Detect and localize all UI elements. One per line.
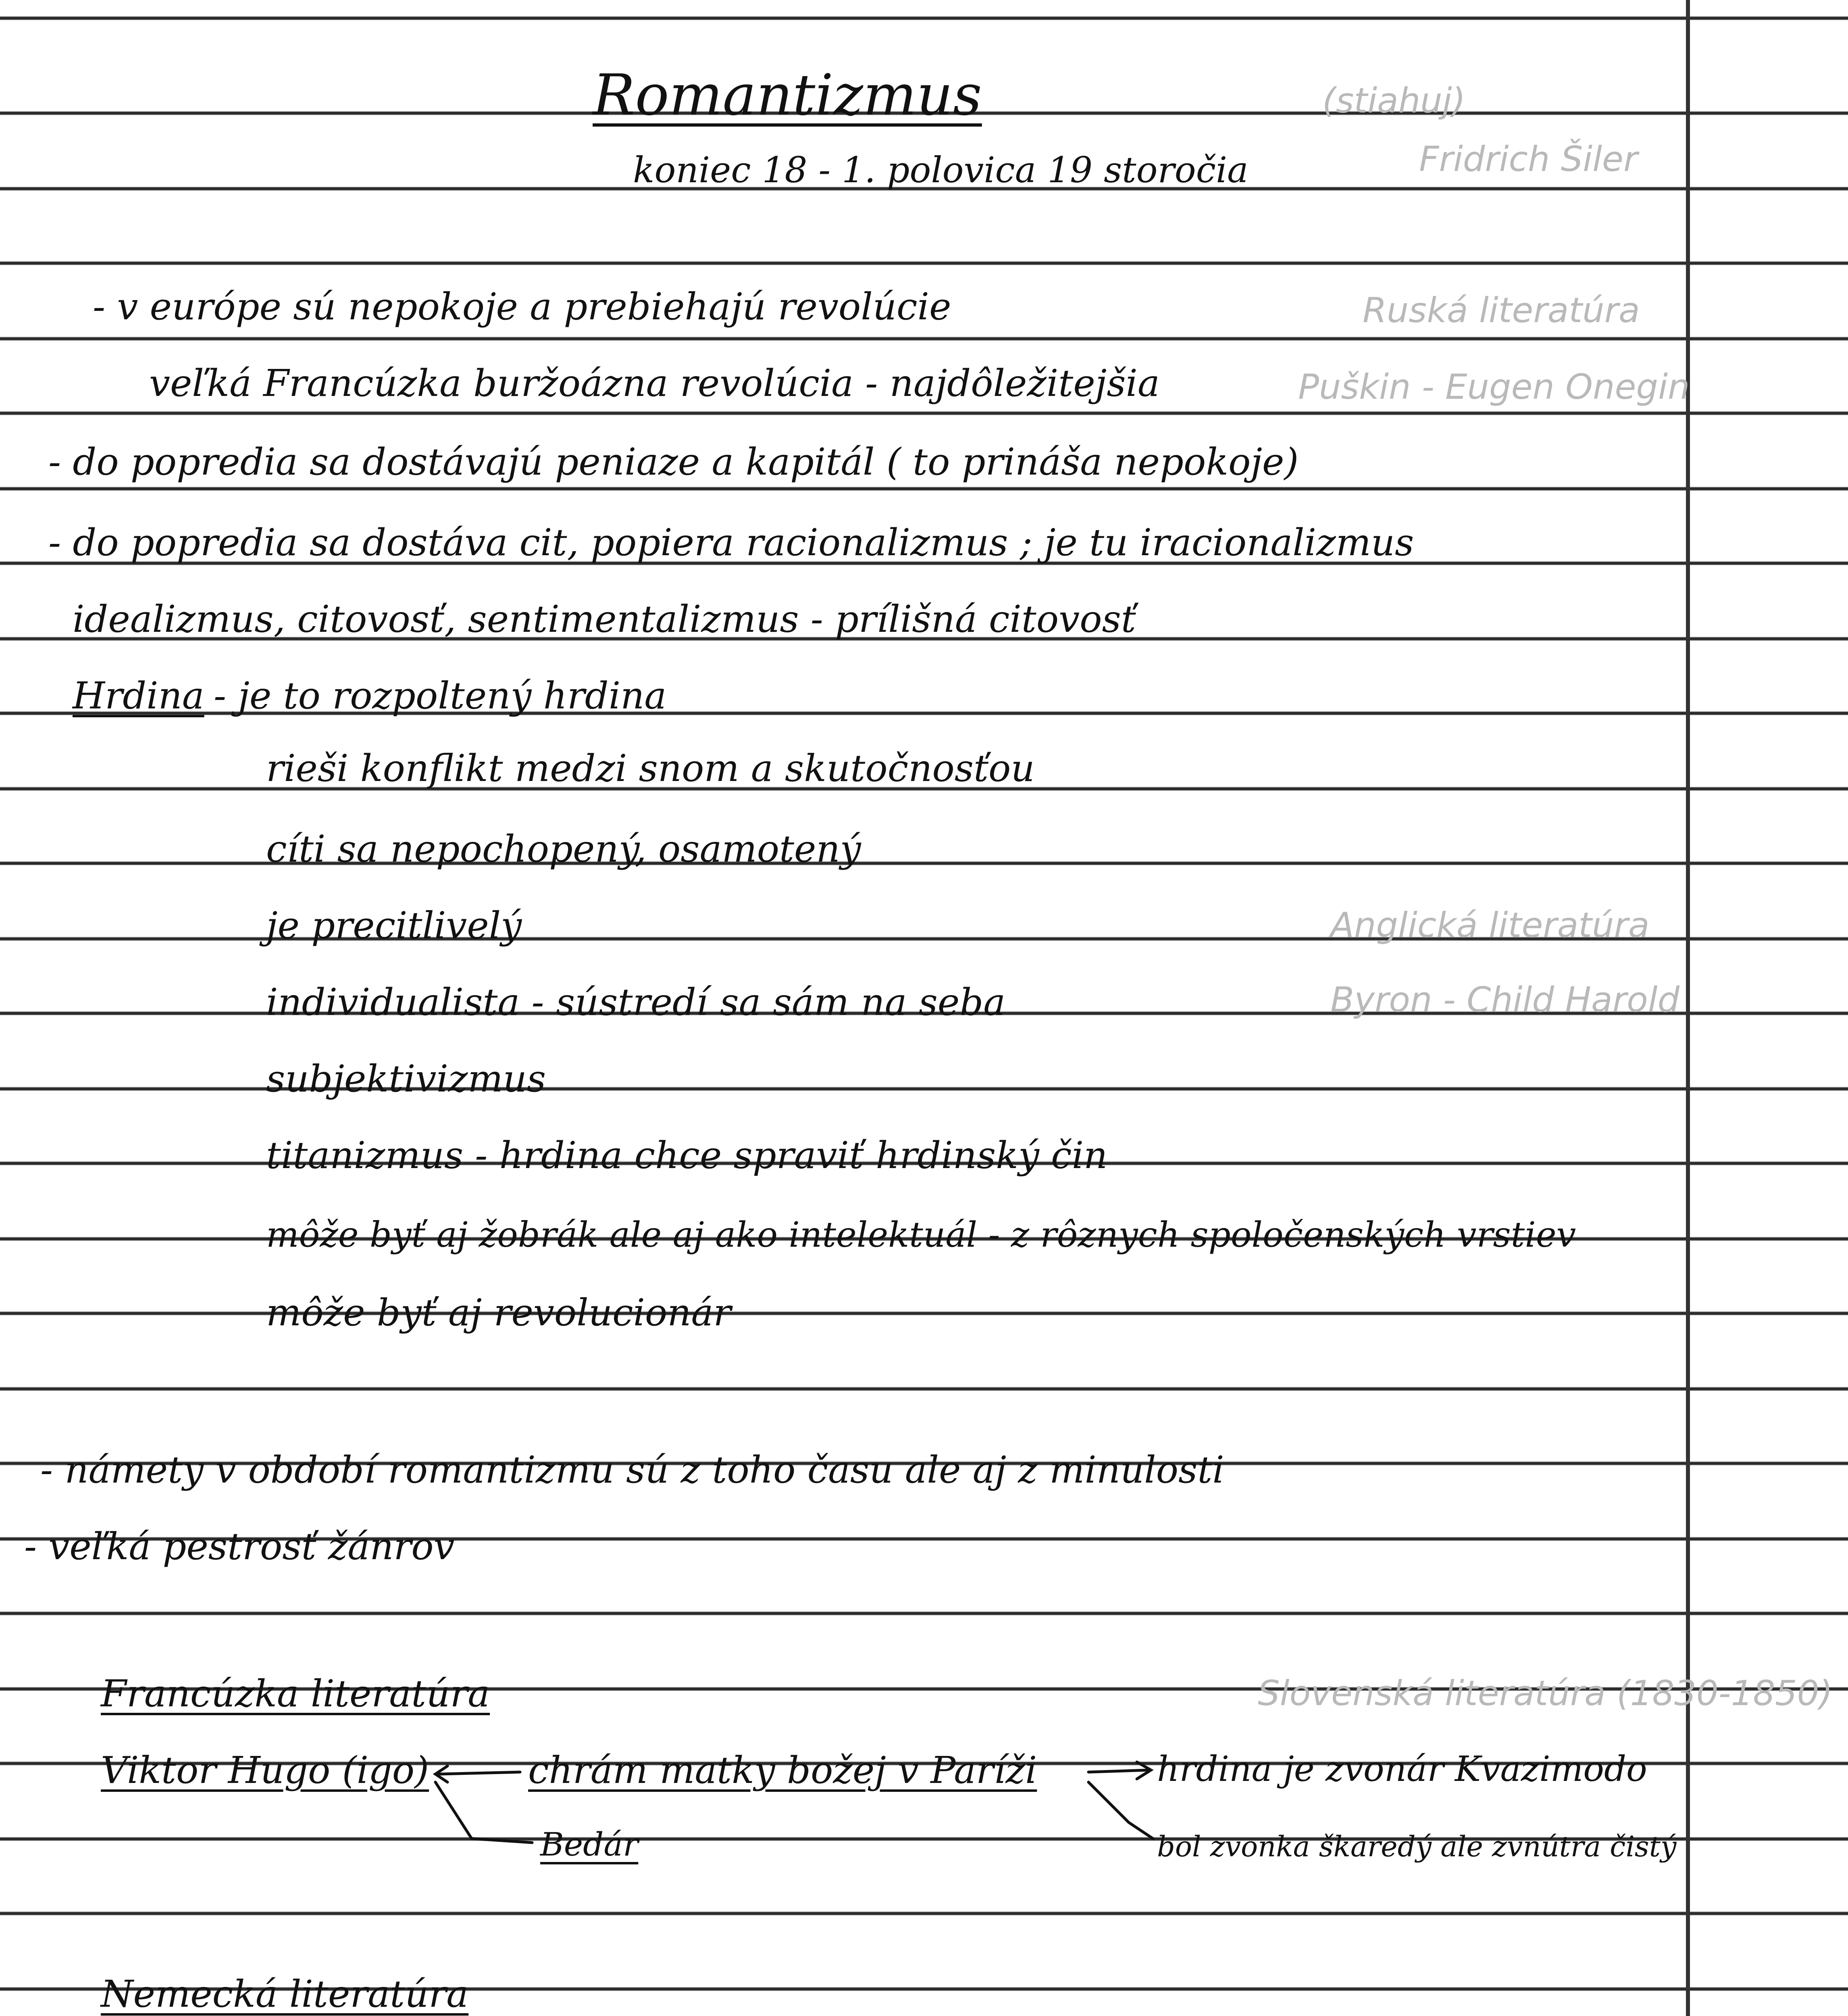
arrow-to-work1 <box>439 1772 520 1774</box>
page-title: Romantizmus <box>593 62 982 128</box>
themes-line: - veľká pestrosť žánrov <box>24 1525 455 1568</box>
french-note-2: bol zvonka škaredý ale zvnútra čistý <box>1157 1830 1677 1863</box>
intro-line: - do popredia sa dostáva cit, popiera racionalizmus ; je tu iracionalizmus <box>48 521 1414 564</box>
hero-line: titanizmus - hrdina chce spraviť hrdinský čin <box>266 1134 1108 1177</box>
hero-line: individualista - sústredí sa sám na seba <box>266 981 1006 1024</box>
bleed-through-text: (stiahuj) <box>1322 81 1466 121</box>
bleed-through-text: Byron - Child Harold <box>1330 980 1680 1020</box>
french-heading: Francúzka literatúra <box>101 1672 490 1715</box>
bleed-through-text: Puškin - Eugen Onegin <box>1298 367 1690 407</box>
hero-line: je precitlivelý <box>266 904 522 947</box>
bleed-through-text: Slovenská literatúra (1830-1850) <box>1258 1673 1833 1714</box>
bleed-through-text: Anglická literatúra <box>1330 905 1650 946</box>
hero-line: rieši konflikt medzi snom a skutočnosťou <box>266 747 1035 790</box>
arrow-to-note1 <box>1088 1770 1149 1772</box>
intro-line: - do popredia sa dostávajú peniaze a kapitál ( to prináša nepokoje) <box>48 440 1299 483</box>
intro-line: - v európe sú nepokoje a prebiehajú revolúcie <box>93 285 951 328</box>
page-subtitle: koniec 18 - 1. polovica 19 storočia <box>633 149 1249 191</box>
hero-line: subjektivizmus <box>266 1057 546 1100</box>
french-author: Viktor Hugo (igo) <box>101 1749 429 1792</box>
themes-line: - námety v období romantizmu sú z toho času ale aj z minulosti <box>40 1448 1224 1491</box>
bleed-through-text: Ruská literatúra <box>1363 290 1640 331</box>
hero-label: Hrdina <box>73 674 204 717</box>
french-note-1: hrdina je zvonár Kvazimodo <box>1157 1749 1647 1789</box>
hero-line: môže byť aj revolucionár <box>266 1291 731 1334</box>
german-heading: Nemecká literatúra <box>101 1972 469 2016</box>
intro-line: veľká Francúzka buržoázna revolúcia - najdôležitejšia <box>149 362 1160 405</box>
hero-line: - je to rozpoltený hrdina <box>214 674 667 717</box>
hero-line: môže byť aj žobrák ale aj ako intelektuál - z rôznych spoločenských vrstiev <box>266 1215 1576 1255</box>
arrow-to-work2 <box>435 1782 532 1843</box>
arrow-to-note2 <box>1088 1782 1153 1839</box>
french-work-2: Bedár <box>540 1826 639 1863</box>
french-work-1: chrám matky božej v Paríži <box>528 1749 1037 1792</box>
bleed-through-text: Fridrich Šiler <box>1419 139 1638 179</box>
hero-line: cíti sa nepochopený, osamotený <box>266 827 861 871</box>
intro-line: idealizmus, citovosť, sentimentalizmus - prílišná citovosť <box>73 598 1136 641</box>
